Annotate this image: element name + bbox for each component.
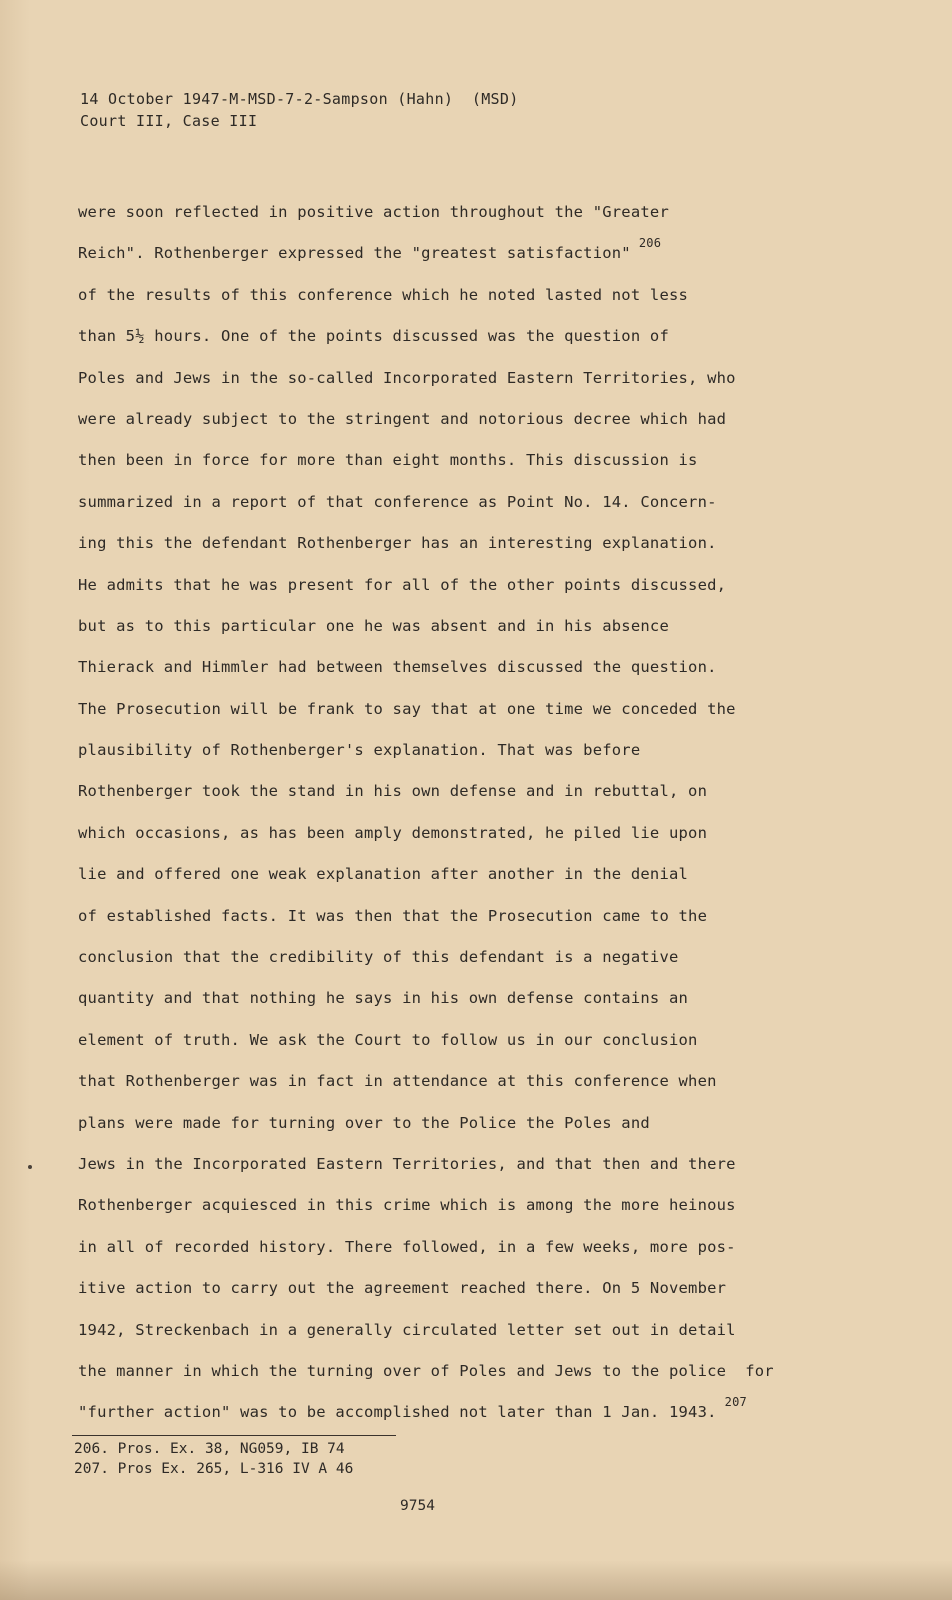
body-line: in all of recorded history. There followed, in a few weeks, more pos- xyxy=(78,1237,736,1256)
footnote-ref-206: 206 xyxy=(638,236,662,251)
body-line: plausibility of Rothenberger's explanation. That was before xyxy=(78,741,641,760)
body-line: element of truth. We ask the Court to follow us in our conclusion xyxy=(78,1030,698,1049)
header-line-2: Court III, Case III xyxy=(80,112,258,130)
body-line: were soon reflected in positive action throughout the "Greater xyxy=(78,203,669,221)
body-line: Reich". Rothenberger expressed the "greatest satisfaction" 206 xyxy=(78,233,878,274)
body-line: were already subject to the stringent and notorious decree which had xyxy=(78,409,727,428)
body-line: He admits that he was present for all of the other points discussed, xyxy=(78,575,727,594)
footnote-ref-207: 207 xyxy=(724,1395,747,1410)
body-line: lie and offered one weak explanation after another in the denial xyxy=(78,865,689,884)
body-line: ing this the defendant Rothenberger has an interesting explanation. xyxy=(78,534,717,553)
body-line: which occasions, as has been amply demonstrated, he piled lie upon xyxy=(78,823,708,842)
document-header xyxy=(80,88,519,132)
body-text xyxy=(78,192,878,1434)
body-line: conclusion that the credibility of this defendant is a negative xyxy=(78,948,679,967)
body-line: Thierack and Himmler had between themselves discussed the question. xyxy=(78,658,717,677)
body-line: quantity and that nothing he says in his own defense contains an xyxy=(78,989,689,1008)
body-line: Rothenberger took the stand in his own defense and in rebuttal, on xyxy=(78,782,708,801)
footnotes xyxy=(74,1439,353,1479)
body-line: itive action to carry out the agreement reached there. On 5 November xyxy=(78,1279,727,1298)
body-line: "further action" was to be accomplished not later than 1 Jan. 1943. 207 xyxy=(78,1392,878,1433)
header-line-1: 14 October 1947-M-MSD-7-2-Sampson (Hahn) (MSD) xyxy=(80,90,519,108)
margin-mark xyxy=(28,1165,32,1169)
body-line: that Rothenberger was in fact in attendance at this conference when xyxy=(78,1072,717,1091)
body-line: plans were made for turning over to the Police the Poles and xyxy=(78,1113,650,1132)
footnote-207: 207. Pros Ex. 265, L-316 IV A 46 xyxy=(74,1461,354,1477)
body-line: Poles and Jews in the so-called Incorporated Eastern Territories, who xyxy=(78,368,736,387)
body-line: then been in force for more than eight months. This discussion is xyxy=(78,451,698,470)
footnote-divider xyxy=(72,1435,396,1436)
body-line: 1942, Streckenbach in a generally circulated letter set out in detail xyxy=(78,1320,736,1339)
body-line: The Prosecution will be frank to say that at one time we conceded the xyxy=(78,699,736,718)
body-line: summarized in a report of that conference as Point No. 14. Concern- xyxy=(78,492,717,511)
page-number: 9754 xyxy=(400,1498,435,1514)
body-line: of the results of this conference which he noted lasted not less xyxy=(78,285,689,304)
body-line: Rothenberger acquiesced in this crime which is among the more heinous xyxy=(78,1196,736,1215)
body-line: but as to this particular one he was absent and in his absence xyxy=(78,616,669,635)
body-line: than 5½ hours. One of the points discussed was the question of xyxy=(78,327,669,346)
body-line: the manner in which the turning over of Poles and Jews to the police for xyxy=(78,1361,774,1380)
body-line: Jews in the Incorporated Eastern Territories, and that then and there xyxy=(78,1154,736,1173)
body-line: of established facts. It was then that the Prosecution came to the xyxy=(78,906,708,925)
footnote-206: 206. Pros. Ex. 38, NG059, IB 74 xyxy=(74,1441,345,1457)
